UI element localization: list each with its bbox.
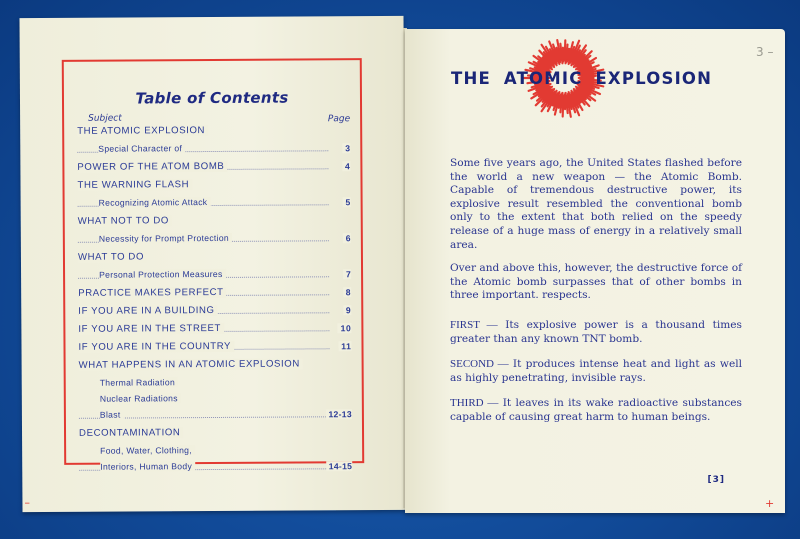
toc-entry [77, 124, 350, 144]
toc-entry-text: Blast [100, 410, 124, 420]
point-label: THIRD — [450, 397, 499, 410]
toc-entry [79, 358, 352, 378]
toc-entry [77, 142, 350, 162]
toc-page-number: 11 [338, 341, 351, 351]
toc-page-number: 9 [343, 305, 351, 315]
toc-entry [79, 392, 352, 410]
toc-list [77, 124, 352, 480]
toc-page-number: 5 [343, 197, 351, 207]
toc-page-number: 8 [343, 287, 351, 297]
toc-entry-text: IF YOU ARE IN THE COUNTRY [78, 341, 234, 353]
toc-header [88, 112, 350, 124]
toc-entry-text: Nuclear Radiations [100, 393, 181, 403]
point-second [450, 358, 742, 385]
toc-entry [78, 340, 351, 360]
point-label: FIRST — [450, 318, 498, 331]
toc-entry [78, 214, 351, 234]
toc-entry [78, 304, 351, 324]
toc-entry [79, 426, 352, 446]
toc-page-number: 4 [342, 161, 350, 171]
toc-entry-text: PRACTICE MAKES PERFECT [78, 287, 226, 299]
registration-mark: – [24, 496, 30, 510]
page-number: [3] [707, 475, 725, 485]
toc-entry [78, 268, 351, 288]
toc-title: Table of Contents [135, 88, 289, 108]
registration-mark: + [765, 497, 775, 510]
page-title: THE ATOMIC EXPLOSION [451, 69, 713, 88]
toc-entry-text: Thermal Radiation [100, 377, 178, 387]
toc-entry-text: DECONTAMINATION [79, 427, 183, 439]
toc-entry [78, 250, 351, 270]
toc-entry [78, 196, 351, 216]
toc-subject-header: Subject [88, 113, 122, 124]
toc-page-number: 12-13 [325, 409, 352, 419]
right-page [405, 29, 785, 513]
point-label: SECOND — [450, 358, 509, 371]
toc-entry-text: IF YOU ARE IN THE STREET [78, 323, 224, 335]
toc-entry [78, 322, 351, 342]
toc-entry [79, 408, 352, 428]
article-body [450, 157, 742, 437]
toc-entry-text: POWER OF THE ATOM BOMB [77, 161, 227, 173]
toc-entry-text: WHAT HAPPENS IN AN ATOMIC EXPLOSION [79, 358, 303, 370]
toc-entry [78, 232, 351, 252]
toc-entry-text: Necessity for Prompt Protection [99, 233, 232, 244]
toc-entry [79, 376, 352, 394]
toc-entry [77, 160, 350, 180]
toc-page-number: 14-15 [326, 461, 353, 471]
pencil-annotation: 3 – [756, 45, 774, 59]
toc-page-number: 7 [343, 269, 351, 279]
point-text: It leaves in its wake radioactive substances capable of causing great harm to human beings. [450, 397, 742, 423]
toc-entry [78, 286, 351, 306]
point-third [450, 397, 742, 424]
toc-entry-text: THE WARNING FLASH [77, 179, 192, 191]
point-text: It produces intense heat and light as well as highly penetrating, invisible rays. [450, 358, 742, 384]
toc-page-number: 10 [338, 323, 352, 333]
toc-entry-text: Recognizing Atomic Attack [99, 197, 211, 208]
toc-entry-text: IF YOU ARE IN A BUILDING [78, 305, 217, 317]
point-first [450, 319, 742, 346]
toc-entry-text: THE ATOMIC EXPLOSION [77, 125, 208, 137]
toc-entry-text: Personal Protection Measures [99, 269, 226, 280]
toc-entry-text: WHAT TO DO [78, 251, 147, 262]
toc-entry [79, 444, 352, 462]
toc-entry-text: WHAT NOT TO DO [78, 215, 172, 227]
toc-page-number: 6 [343, 233, 351, 243]
point-text: Its explosive power is a thousand times greater than any known TNT bomb. [450, 318, 742, 345]
toc-entry-text: Special Character of [98, 143, 185, 154]
paragraph: Some five years ago, the United States flashed before the world a new weapon — the Atomic Bomb. Capable of tremendous destructive power, its explosive result resembled the conventional bomb only to the extent that both relied on the speedy release of a huge mass of energy in a relatively small area. [450, 157, 742, 251]
left-page [19, 16, 406, 512]
toc-entry-text: Interiors, Human Body [100, 461, 195, 472]
toc-entry [77, 178, 350, 198]
toc-page-header: Page [327, 114, 351, 125]
toc-entry [79, 460, 352, 480]
paragraph: Over and above this, however, the destructive force of the Atomic bomb surpasses that of other bombs in three important. respects. [450, 262, 742, 302]
toc-entry-text: Food, Water, Clothing, [100, 445, 195, 456]
toc-page-number: 3 [342, 143, 350, 153]
table-of-contents [62, 58, 364, 472]
